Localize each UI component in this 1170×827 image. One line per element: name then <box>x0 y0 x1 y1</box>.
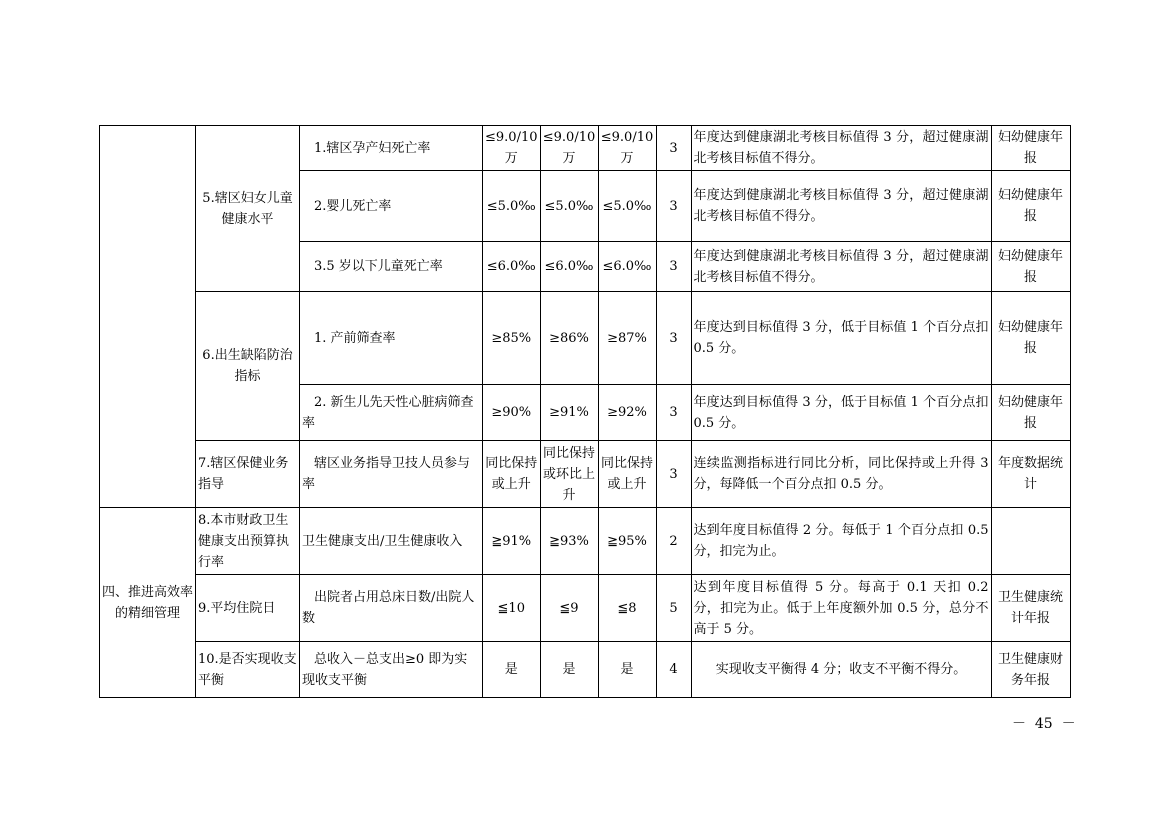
score-cell: 2 <box>656 508 691 575</box>
indicator-cell: 出院者占用总床日数/出院人数 <box>300 575 483 642</box>
subcategory-cell: 9.平均住院日 <box>196 575 300 642</box>
table-row <box>100 292 1071 385</box>
subcategory-cell: 10.是否实现收支平衡 <box>196 642 300 698</box>
indicator-cell: 3.5 岁以下儿童死亡率 <box>300 242 483 292</box>
subcategory-cell: 7.辖区保健业务指导 <box>196 441 300 508</box>
score-cell: 3 <box>656 385 691 441</box>
table-row <box>100 441 1071 508</box>
target-cell: 是 <box>540 642 598 698</box>
score-cell: 3 <box>656 441 691 508</box>
target-cell: ≤5.0‰ <box>540 171 598 242</box>
score-cell: 3 <box>656 171 691 242</box>
indicator-table <box>99 125 1071 698</box>
target-cell: ≧91% <box>483 508 541 575</box>
score-cell: 3 <box>656 242 691 292</box>
score-cell: 3 <box>656 292 691 385</box>
score-cell: 3 <box>656 126 691 171</box>
indicator-cell: 1.辖区孕产妇死亡率 <box>300 126 483 171</box>
category-cell: 四、推进高效率的精细管理 <box>100 508 196 698</box>
criteria-cell: 年度达到健康湖北考核目标值得 3 分，超过健康湖北考核目标值不得分。 <box>691 126 991 171</box>
target-cell: ≥90% <box>483 385 541 441</box>
criteria-cell: 年度达到健康湖北考核目标值得 3 分，超过健康湖北考核目标值不得分。 <box>691 242 991 292</box>
target-cell: ≤6.0‰ <box>598 242 656 292</box>
target-cell: ≤9.0/10万 <box>598 126 656 171</box>
target-cell: 是 <box>598 642 656 698</box>
criteria-cell: 年度达到目标值得 3 分，低于目标值 1 个百分点扣 0.5 分。 <box>691 292 991 385</box>
indicator-cell: 卫生健康支出/卫生健康收入 <box>300 508 483 575</box>
target-cell: 同比保持或上升 <box>598 441 656 508</box>
score-cell: 5 <box>656 575 691 642</box>
target-cell: ≧93% <box>540 508 598 575</box>
criteria-cell: 年度达到目标值得 3 分，低于目标值 1 个百分点扣 0.5 分。 <box>691 385 991 441</box>
source-cell: 卫生健康统计年报 <box>991 575 1070 642</box>
source-cell <box>991 508 1070 575</box>
source-cell: 卫生健康财务年报 <box>991 642 1070 698</box>
indicator-cell: 2. 新生儿先天性心脏病筛查率 <box>300 385 483 441</box>
target-cell: ≥87% <box>598 292 656 385</box>
category-cell-empty <box>100 126 196 508</box>
subcategory-cell: 6.出生缺陷防治指标 <box>196 292 300 441</box>
indicator-cell: 2.婴儿死亡率 <box>300 171 483 242</box>
target-cell: ≥86% <box>540 292 598 385</box>
target-cell: 同比保持或环比上升 <box>540 441 598 508</box>
indicator-cell: 总收入－总支出≥0 即为实现收支平衡 <box>300 642 483 698</box>
criteria-cell: 达到年度目标值得 2 分。每低于 1 个百分点扣 0.5 分，扣完为止。 <box>691 508 991 575</box>
target-cell: ≥91% <box>540 385 598 441</box>
criteria-cell: 年度达到健康湖北考核目标值得 3 分，超过健康湖北考核目标值不得分。 <box>691 171 991 242</box>
page-number: － 45 － <box>1012 716 1076 732</box>
target-cell: ≦9 <box>540 575 598 642</box>
target-cell: ≦8 <box>598 575 656 642</box>
target-cell: ≤5.0‰ <box>483 171 541 242</box>
target-cell: ≤6.0‰ <box>483 242 541 292</box>
target-cell: 是 <box>483 642 541 698</box>
score-cell: 4 <box>656 642 691 698</box>
source-cell: 年度数据统计 <box>991 441 1070 508</box>
indicator-cell: 1. 产前筛查率 <box>300 292 483 385</box>
subcategory-cell: 5.辖区妇女儿童健康水平 <box>196 126 300 292</box>
criteria-cell: 达到年度目标值得 5 分。每高于 0.1 天扣 0.2 分，扣完为止。低于上年度额外加 0.5 分，总分不高于 5 分。 <box>691 575 991 642</box>
target-cell: ≤5.0‰ <box>598 171 656 242</box>
indicator-cell: 辖区业务指导卫技人员参与率 <box>300 441 483 508</box>
source-cell: 妇幼健康年报 <box>991 292 1070 385</box>
target-cell: ≧95% <box>598 508 656 575</box>
target-cell: ≤6.0‰ <box>540 242 598 292</box>
source-cell: 妇幼健康年报 <box>991 171 1070 242</box>
target-cell: 同比保持或上升 <box>483 441 541 508</box>
table-row <box>100 575 1071 642</box>
target-cell: ≥85% <box>483 292 541 385</box>
table-row <box>100 126 1071 171</box>
target-cell: ≦10 <box>483 575 541 642</box>
table-row <box>100 508 1071 575</box>
source-cell: 妇幼健康年报 <box>991 126 1070 171</box>
criteria-cell: 实现收支平衡得 4 分；收支不平衡不得分。 <box>691 642 991 698</box>
target-cell: ≤9.0/10万 <box>483 126 541 171</box>
source-cell: 妇幼健康年报 <box>991 242 1070 292</box>
target-cell: ≥92% <box>598 385 656 441</box>
target-cell: ≤9.0/10万 <box>540 126 598 171</box>
source-cell: 妇幼健康年报 <box>991 385 1070 441</box>
table-row <box>100 642 1071 698</box>
criteria-cell: 连续监测指标进行同比分析，同比保持或上升得 3 分，每降低一个百分点扣 0.5 分。 <box>691 441 991 508</box>
subcategory-cell: 8.本市财政卫生健康支出预算执行率 <box>196 508 300 575</box>
